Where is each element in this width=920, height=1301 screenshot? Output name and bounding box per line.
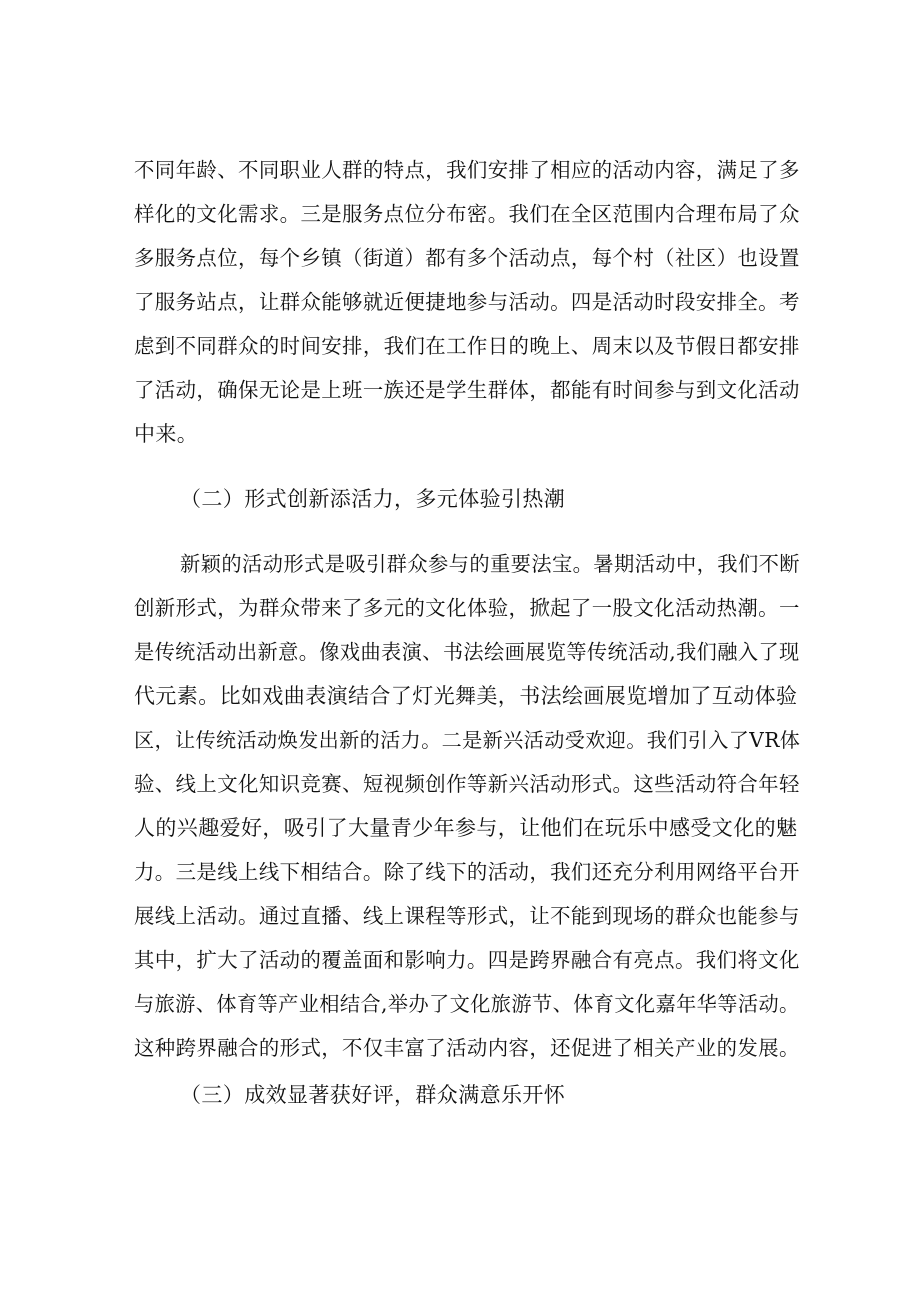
paragraph-2-line-7: 人的兴趣爱好，吸引了大量青少年参与，让他们在玩乐中感受文化的魅 <box>134 816 798 840</box>
paragraph-2-line-9: 展线上活动。通过直播、线上课程等形式，让不能到现场的群众也能参与 <box>134 904 800 928</box>
paragraph-1-line-7: 中来。 <box>134 422 199 446</box>
paragraph-1-line-2: 样化的文化需求。三是服务点位分布密。我们在全区范围内合理布局了众 <box>134 202 800 226</box>
paragraph-2-line-3: 是传统活动出新意。像戏曲表演、书法绘画展览等传统活动,我们融入了现 <box>134 640 800 664</box>
paragraph-1-line-4: 了服务站点，让群众能够就近便捷地参与活动。四是活动时段安排全。考 <box>134 290 800 314</box>
paragraph-2-line-10: 其中，扩大了活动的覆盖面和影响力。四是跨界融合有亮点。我们将文化 <box>134 948 800 972</box>
paragraph-2-line-2: 创新形式，为群众带来了多元的文化体验，掀起了一股文化活动热潮。一 <box>134 596 800 620</box>
paragraph-2-line-8: 力。三是线上线下相结合。除了线下的活动，我们还充分利用网络平台开 <box>134 860 800 884</box>
paragraph-1-line-3: 多服务点位，每个乡镇（街道）都有多个活动点，每个村（社区）也设置 <box>134 246 800 270</box>
paragraph-1-line-1: 不同年龄、不同职业人群的特点，我们安排了相应的活动内容，满足了多 <box>134 158 800 182</box>
section-heading-2: （二）形式创新添活力，多元体验引热潮 <box>180 487 566 511</box>
paragraph-2-line-4: 代元素。比如戏曲表演结合了灯光舞美，书法绘画展览增加了互动体验 <box>134 684 798 708</box>
paragraph-2-line-5: 区，让传统活动焕发出新的活力。二是新兴活动受欢迎。我们引入了VR体 <box>134 728 801 752</box>
paragraph-2-line-1: 新颖的活动形式是吸引群众参与的重要法宝。暑期活动中，我们不断 <box>180 552 800 576</box>
paragraph-2-line-6: 验、线上文化知识竞赛、短视频创作等新兴活动形式。这些活动符合年轻 <box>134 772 800 796</box>
paragraph-1-line-6: 了活动，确保无论是上班一族还是学生群体，都能有时间参与到文化活动 <box>134 378 800 402</box>
paragraph-1-line-5: 虑到不同群众的时间安排，我们在工作日的晚上、周末以及节假日都安排 <box>134 334 800 358</box>
paragraph-2-line-12: 这种跨界融合的形式，不仅丰富了活动内容，还促进了相关产业的发展。 <box>134 1036 800 1060</box>
section-heading-3: （三）成效显著获好评，群众满意乐开怀 <box>180 1083 566 1107</box>
paragraph-2-line-11: 与旅游、体育等产业相结合,举办了文化旅游节、体育文化嘉年华等活动。 <box>134 992 800 1016</box>
